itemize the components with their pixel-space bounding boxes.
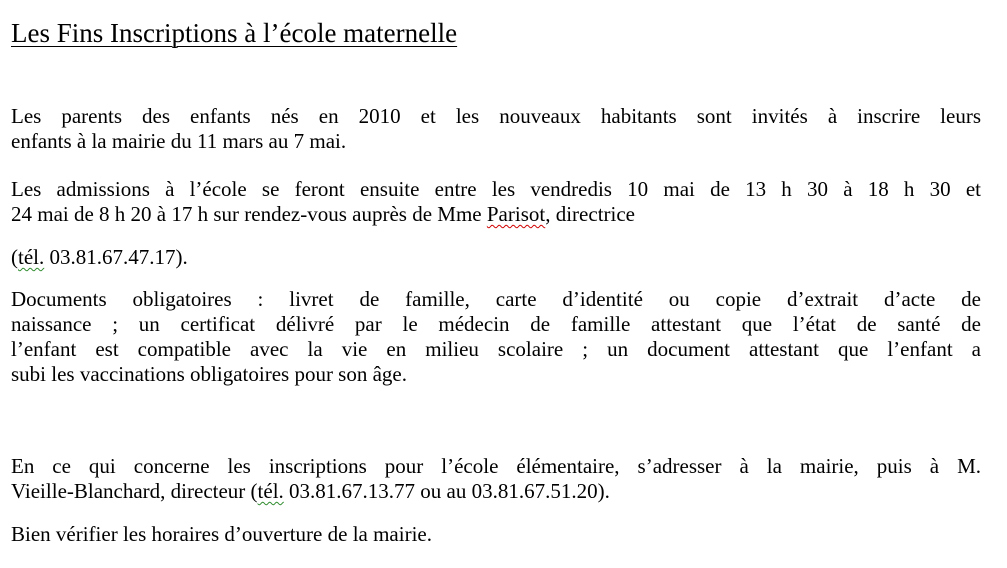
paragraph-line <box>11 245 981 270</box>
paragraph-line: Les parents des enfants nés en 2010 et les nouveaux habitants sont invités à inscrire leurs <box>11 104 981 128</box>
text-fragment: , directrice <box>545 202 635 226</box>
paragraph-phone <box>11 245 981 270</box>
paragraph-line: l’enfant est compatible avec la vie en milieu scolaire ; un document attestant que l’enfant a <box>11 337 981 361</box>
paragraph-line: Bien vérifier les horaires d’ouverture de la mairie. <box>11 522 432 546</box>
grammar-flagged-word: tél. <box>18 245 45 269</box>
text-fragment: ( <box>11 245 18 269</box>
paragraph-elementary <box>11 454 981 504</box>
grammar-flagged-word: tél. <box>257 479 284 503</box>
document-title: Les Fins Inscriptions à l’école maternelle <box>11 18 458 48</box>
paragraph-documents <box>11 287 981 387</box>
paragraph-line: enfants à la mairie du 11 mars au 7 mai. <box>11 129 347 153</box>
paragraph-admissions <box>11 177 981 227</box>
paragraph-line: Documents obligatoires : livret de famille, carte d’identité ou copie d’extrait d’acte de <box>11 287 981 311</box>
text-fragment: 03.81.67.47.17). <box>44 245 188 269</box>
paragraph-line: subi les vaccinations obligatoires pour son âge. <box>11 362 407 386</box>
paragraph-line: Les admissions à l’école se feront ensuite entre les vendredis 10 mai de 13 h 30 à 18 h 30 et <box>11 177 981 201</box>
paragraph-line: naissance ; un certificat délivré par le médecin de famille attestant que l’état de santé de <box>11 312 981 336</box>
text-fragment: 03.81.67.13.77 ou au 03.81.67.51.20). <box>283 479 610 503</box>
text-fragment: 24 mai de 8 h 20 à 17 h sur rendez-vous auprès de Mme <box>11 202 487 226</box>
paragraph-line: En ce qui concerne les inscriptions pour l’école élémentaire, s’adresser à la mairie, puis à M. <box>11 454 981 478</box>
text-fragment: Vieille-Blanchard, directeur ( <box>11 479 258 503</box>
spellcheck-flagged-word: Parisot <box>486 202 546 226</box>
paragraph-registration <box>11 104 981 154</box>
paragraph-line <box>11 479 981 504</box>
paragraph-hours <box>11 522 981 547</box>
paragraph-line <box>11 202 981 227</box>
